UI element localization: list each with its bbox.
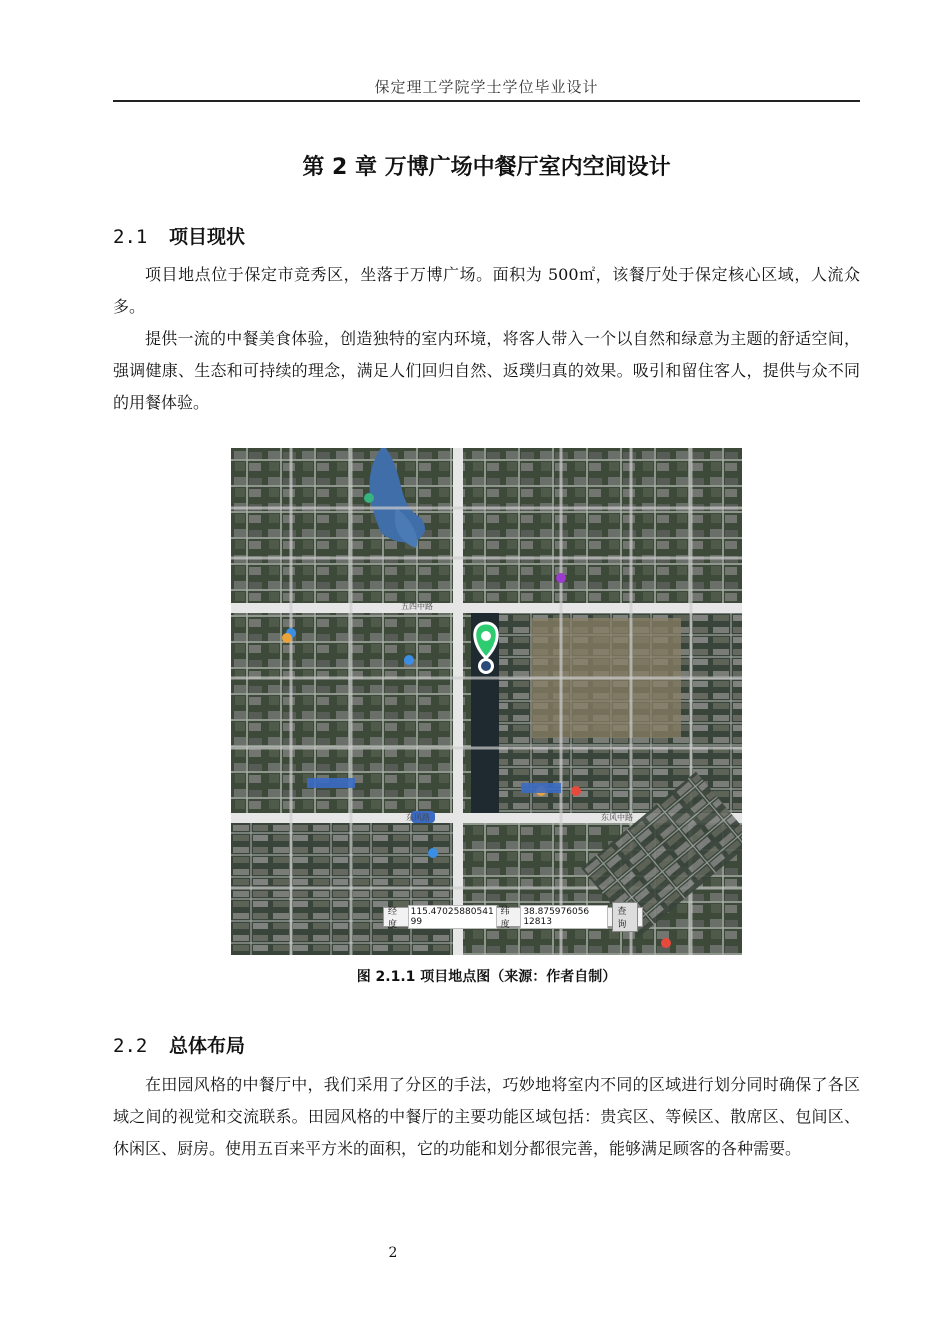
section-heading-2-2 (113, 1031, 245, 1058)
section-number: 2.2 (113, 1035, 148, 1057)
paragraph-3: 在田园风格的中餐厅中，我们采用了分区的手法，巧妙地将室内不同的区域进行划分同时确保了各区域之间的视觉和交流联系。田园风格的中餐厅的主要功能区域包括：贵宾区、等候区、散席区、包间区、休闲区、厨房。使用五百来平方米的面积，它的功能和划分都很完善，能够满足顾客的各种需要。 (113, 1075, 860, 1158)
location-pin-icon (475, 623, 498, 674)
road-label-1: 五四中路 (401, 602, 433, 611)
figure-caption: 图 2.1.1 项目地点图（来源：作者自制） (356, 969, 617, 985)
page-number: 2 (388, 1245, 398, 1261)
longitude-input[interactable]: 115.47025880541​99 (408, 905, 497, 929)
section-title: 项目现状 (169, 226, 246, 248)
paragraph-2: 提供一流的中餐美食体验，创造独特的室内环境，将客人带入一个以自然和绿意为主题的舒适空间，强调健康、生态和可持续的理念，满足人们回归自然、返璞归真的效果。吸引和留住客人，提供与众不同的用餐体验。 (113, 329, 860, 412)
section-title: 总体布局 (169, 1035, 246, 1057)
header-rule (113, 100, 860, 102)
latitude-input[interactable]: 38.875976056​12813 (520, 905, 608, 929)
road-label-3: 东风中路 (601, 813, 633, 822)
coordinate-search-bar (383, 907, 643, 930)
section-heading-2-1 (113, 222, 245, 249)
longitude-label: 经度 (388, 907, 398, 930)
running-header: 保定理工学院学士学位毕业设计 (374, 78, 599, 96)
paragraph-1: 项目地点位于保定市竞秀区，坐落于万博广场。面积为 500㎡，该餐厅处于保定核心区域，人流众多。 (113, 265, 860, 316)
chapter-title: 第 2 章 万博广场中餐厅室内空间设计 (302, 155, 671, 180)
latitude-label: 纬度 (500, 907, 510, 930)
road-label-2: 东风路 (406, 813, 430, 822)
section-number: 2.1 (113, 226, 148, 248)
project-location-map (231, 448, 742, 955)
query-button[interactable]: 查询 (612, 902, 638, 932)
satellite-map-image (231, 448, 742, 955)
